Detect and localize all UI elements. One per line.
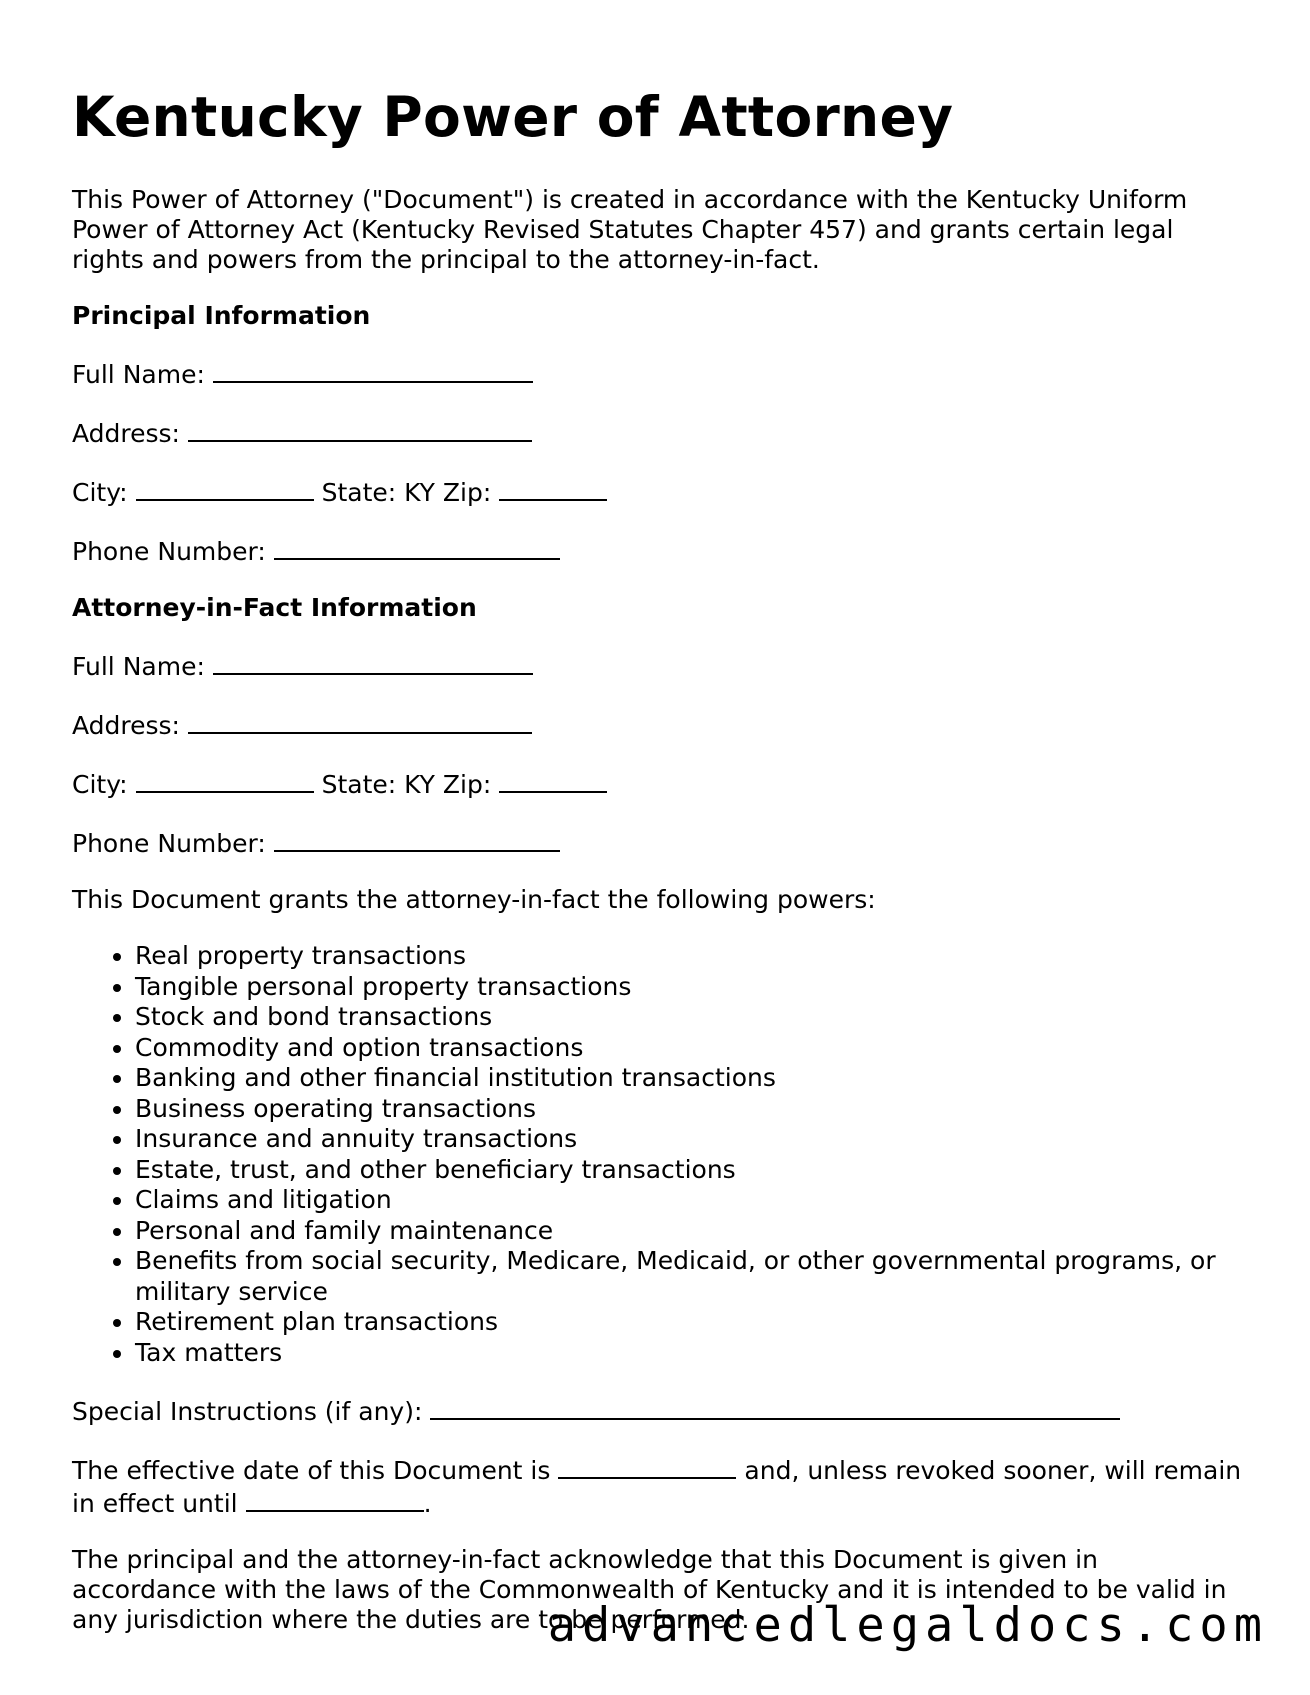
effective-date-paragraph bbox=[72, 1453, 1242, 1519]
attorney-city-blank[interactable] bbox=[136, 767, 314, 793]
principal-address-blank[interactable] bbox=[188, 416, 532, 442]
principal-phone-blank[interactable] bbox=[274, 534, 560, 560]
list-item: • Real property transactions bbox=[135, 941, 1242, 972]
attorney-full-name-label: Full Name: bbox=[72, 652, 205, 682]
effective-date-blank[interactable] bbox=[558, 1453, 736, 1479]
attorney-city-state-zip-field bbox=[72, 767, 1242, 800]
principal-zip-blank[interactable] bbox=[499, 475, 607, 501]
principal-address-field bbox=[72, 416, 1242, 449]
attorney-heading: Attorney-in-Fact Information bbox=[72, 593, 477, 623]
attorney-full-name-blank[interactable] bbox=[213, 649, 533, 675]
intro-paragraph: This Power of Attorney ("Document") is created in accordance with the Kentucky Uniform Power of Attorney Act (Kentucky Revised Statutes Chapter 457) and grants certain legal rights and powers from the principal to the attorney-in-fact. bbox=[72, 185, 1188, 275]
list-item: • Business operating transactions bbox=[135, 1094, 1242, 1125]
principal-full-name-label: Full Name: bbox=[72, 360, 205, 390]
attorney-address-label: Address: bbox=[72, 711, 180, 741]
principal-phone-label: Phone Number: bbox=[72, 537, 266, 567]
powers-intro: This Document grants the attorney-in-fact the following powers: bbox=[72, 885, 876, 915]
principal-address-label: Address: bbox=[72, 419, 180, 449]
principal-city-state-zip-field bbox=[72, 475, 1242, 508]
effective-until-text: and, unless revoked sooner, will remain in effect until bbox=[72, 1456, 1242, 1519]
powers-list bbox=[72, 941, 1242, 1368]
principal-phone-field bbox=[72, 534, 1242, 567]
list-item: • Insurance and annuity transactions bbox=[135, 1124, 1242, 1155]
effective-date-text: The effective date of this Document is bbox=[72, 1456, 551, 1486]
acknowledgment-paragraph: The principal and the attorney-in-fact acknowledge that this Document is given in accordance with the laws of the Commonwealth of Kentucky and it is intended to be valid in any jurisdiction where the duties are to be performed. bbox=[72, 1545, 1227, 1635]
attorney-phone-label: Phone Number: bbox=[72, 829, 266, 859]
attorney-zip-blank[interactable] bbox=[499, 767, 607, 793]
attorney-full-name-field bbox=[72, 649, 1242, 682]
list-item: • Personal and family maintenance bbox=[135, 1216, 1242, 1247]
end-date-blank[interactable] bbox=[246, 1486, 424, 1512]
list-item: • Tangible personal property transactions bbox=[135, 972, 1242, 1003]
list-item: • Commodity and option transactions bbox=[135, 1033, 1242, 1064]
attorney-address-blank[interactable] bbox=[188, 708, 532, 734]
attorney-phone-blank[interactable] bbox=[274, 826, 560, 852]
list-item: • Claims and litigation bbox=[135, 1185, 1242, 1216]
principal-full-name-blank[interactable] bbox=[213, 357, 533, 383]
effective-period: . bbox=[423, 1489, 432, 1519]
list-item: • Benefits from social security, Medicare, Medicaid, or other governmental programs, or military service bbox=[135, 1246, 1242, 1307]
list-item: • Estate, trust, and other beneficiary transactions bbox=[135, 1155, 1242, 1186]
principal-full-name-field bbox=[72, 357, 1242, 390]
attorney-phone-field bbox=[72, 826, 1242, 859]
attorney-state-zip-label: State: KY Zip: bbox=[321, 770, 492, 800]
list-item: • Tax matters bbox=[135, 1338, 1242, 1369]
special-instructions-label: Special Instructions (if any): bbox=[72, 1397, 423, 1427]
list-item: • Stock and bond transactions bbox=[135, 1002, 1242, 1033]
principal-heading: Principal Information bbox=[72, 301, 371, 331]
watermark-logo: advancedlegaldocs.com bbox=[547, 1598, 1268, 1653]
attorney-address-field bbox=[72, 708, 1242, 741]
principal-city-label: City: bbox=[72, 478, 128, 508]
document-title: Kentucky Power of Attorney bbox=[72, 85, 954, 149]
principal-state-zip-label: State: KY Zip: bbox=[321, 478, 492, 508]
principal-city-blank[interactable] bbox=[136, 475, 314, 501]
special-instructions-blank[interactable] bbox=[430, 1394, 1120, 1420]
special-instructions-field bbox=[72, 1394, 1242, 1427]
attorney-city-label: City: bbox=[72, 770, 128, 800]
list-item: • Banking and other financial institution transactions bbox=[135, 1063, 1242, 1094]
document-page bbox=[72, 86, 1242, 1661]
list-item: • Retirement plan transactions bbox=[135, 1307, 1242, 1338]
